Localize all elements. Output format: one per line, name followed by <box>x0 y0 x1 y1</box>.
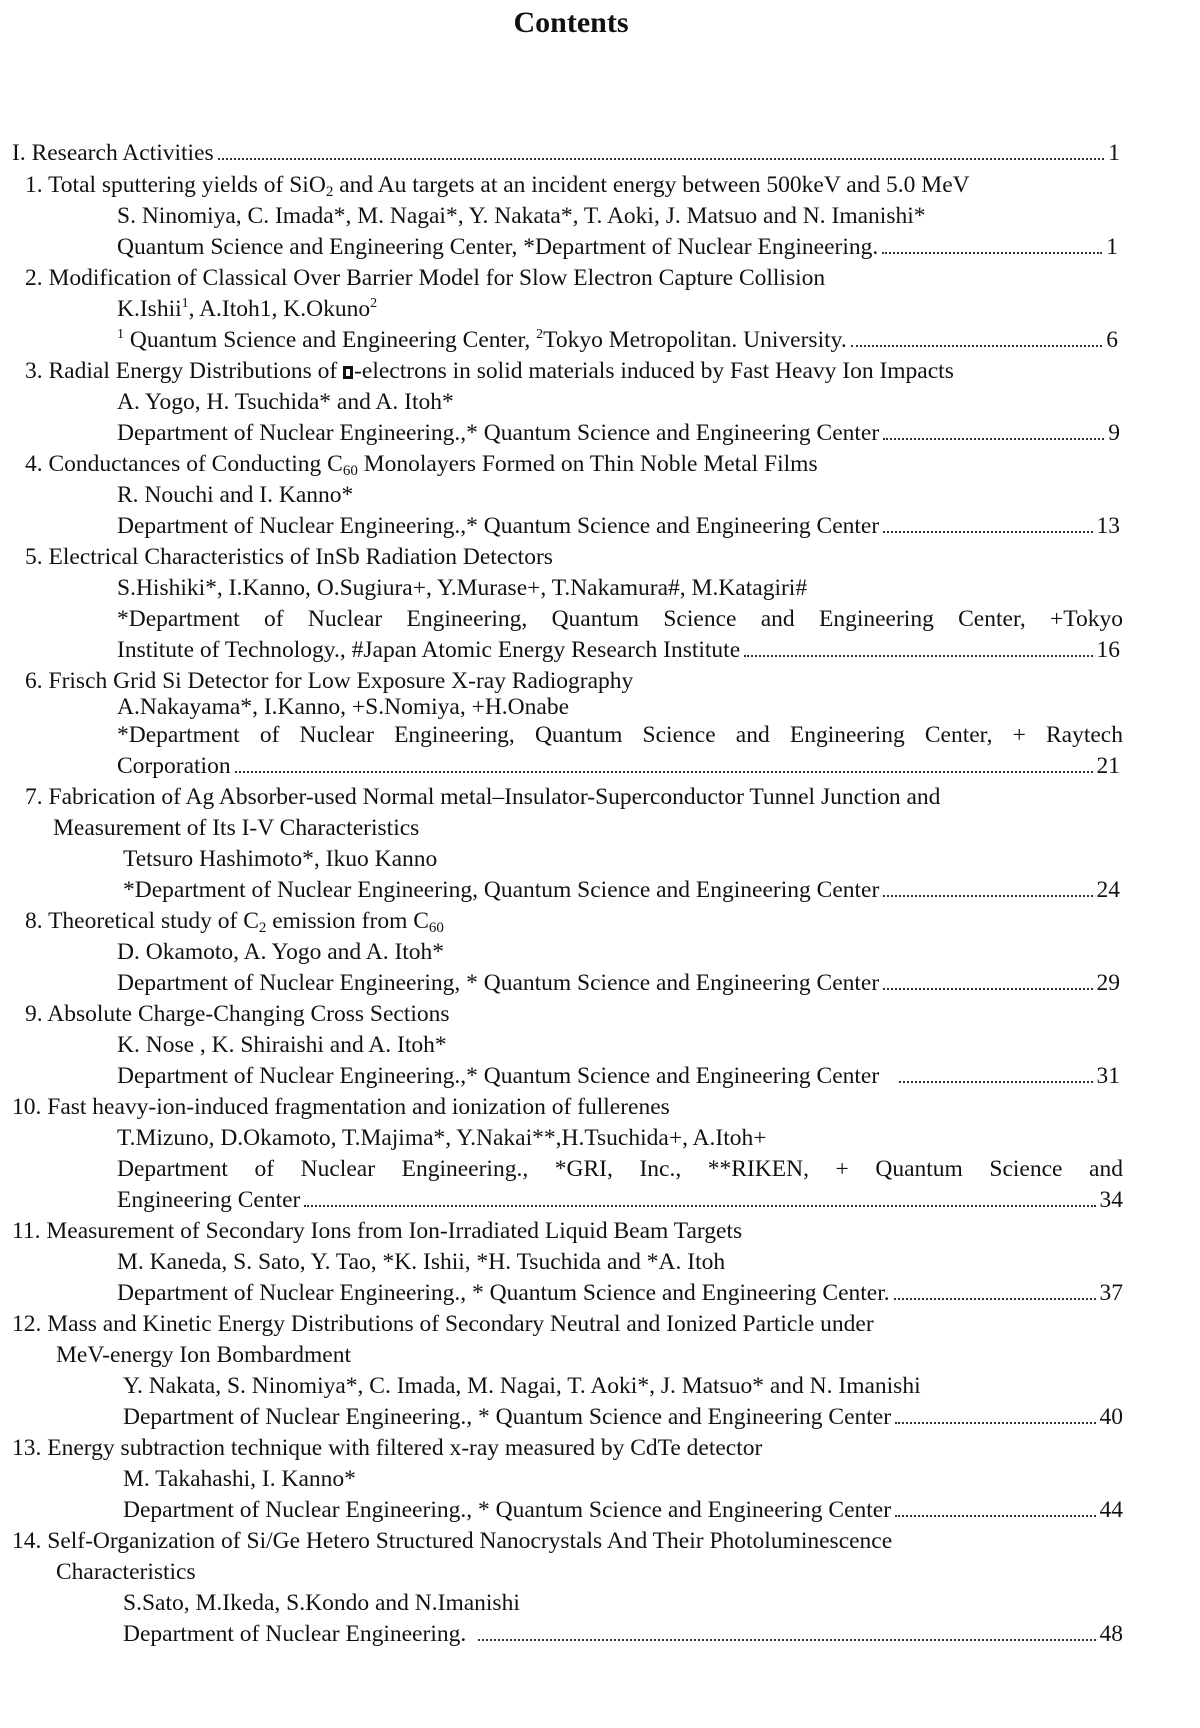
entry-affiliation: Engineering Center <box>117 1187 301 1213</box>
entry-affiliation-row <box>117 751 1120 781</box>
page-title: Contents <box>513 6 629 39</box>
entry-affiliation: Department of Nuclear Engineering.,* Quantum Science and Engineering Center <box>117 513 880 539</box>
entry-affiliation-row <box>123 875 1120 905</box>
entry-title: 4. Conductances of Conducting $C_{60}$ Monolayers Formed on Thin Noble Metal Films <box>25 451 818 479</box>
entry-authors: A.Nakayama*, I.Kanno, +S.Nomiya, +H.Onabe <box>117 694 570 720</box>
entry-title: 2. Modification of Classical Over Barrier Model for Slow Electron Capture Collision <box>25 265 826 291</box>
entry-affiliation-row <box>117 1185 1123 1215</box>
entry-affiliation-row <box>123 1495 1123 1525</box>
entry-title-continued: MeV-energy Ion Bombardment <box>56 1342 352 1368</box>
entry-affiliation-row <box>117 635 1120 665</box>
dot-leader <box>478 1639 1095 1641</box>
entry-affiliation-row <box>117 1061 1120 1091</box>
page-number: 34 <box>1099 1187 1123 1213</box>
entry-affiliation: Department of Nuclear Engineering, * Quantum Science and Engineering Center <box>117 970 880 996</box>
entry-affiliation: Department of Nuclear Engineering.,* Quantum Science and Engineering Center <box>117 420 880 446</box>
entry-authors: Tetsuro Hashimoto*, Ikuo Kanno <box>123 846 438 872</box>
entry-authors: M. Takahashi, I. Kanno* <box>123 1466 356 1492</box>
entry-affiliation-row <box>123 1402 1123 1432</box>
dot-leader <box>883 895 1092 897</box>
dot-leader <box>218 158 1105 160</box>
entry-affiliation-row <box>117 511 1120 541</box>
page-number: 9 <box>1108 420 1120 446</box>
entry-affiliation: Department of Nuclear Engineering., * Quantum Science and Engineering Center <box>123 1497 892 1523</box>
entry-affiliation-row <box>123 1619 1123 1649</box>
page-number: 37 <box>1099 1280 1123 1306</box>
page-number: 16 <box>1096 637 1120 663</box>
page-number: 40 <box>1099 1404 1123 1430</box>
entry-affiliation: Department of Nuclear Engineering., * Quantum Science and Engineering Center. <box>117 1280 890 1306</box>
entry-authors: S.Sato, M.Ikeda, S.Kondo and N.Imanishi <box>123 1590 520 1616</box>
dot-leader <box>851 345 1103 347</box>
entry-authors: K. Nose , K. Shiraishi and A. Itoh* <box>117 1032 447 1058</box>
page-number: 21 <box>1096 753 1120 779</box>
entry-authors: K.Ishii$^1$, A.Itoh1, K.Okuno$^2$ <box>117 296 378 322</box>
entry-affiliation: Quantum Science and Engineering Center, *Department of Nuclear Engineering. <box>117 234 879 260</box>
entry-affiliation-row <box>117 1278 1123 1308</box>
entry-title: 9. Absolute Charge-Changing Cross Sections <box>25 1001 450 1027</box>
dot-leader <box>304 1205 1095 1207</box>
entry-title: 11. Measurement of Secondary Ions from Ion-Irradiated Liquid Beam Targets <box>12 1218 743 1244</box>
page-number: 29 <box>1096 970 1120 996</box>
entry-authors: A. Yogo, H. Tsuchida* and A. Itoh* <box>117 389 454 415</box>
entry-affiliation: *Department of Nuclear Engineering, Quantum Science and Engineering Center, +Tokyo <box>117 606 1123 632</box>
section-label: I. Research Activities <box>12 140 214 166</box>
entry-title: 5. Electrical Characteristics of InSb Radiation Detectors <box>25 544 553 570</box>
entry-affiliation: Department of Nuclear Engineering., *GRI, Inc., **RIKEN, + Quantum Science and <box>117 1156 1123 1182</box>
dot-leader <box>899 1081 1092 1083</box>
toc-section-row <box>12 138 1120 168</box>
page-number: 1 <box>1108 140 1120 166</box>
entry-affiliation-row <box>117 232 1118 262</box>
entry-title: 12. Mass and Kinetic Energy Distributions of Secondary Neutral and Ionized Particle under <box>12 1311 874 1337</box>
entry-affiliation: Department of Nuclear Engineering. <box>123 1621 467 1647</box>
dot-leader <box>744 655 1092 657</box>
entry-title-continued: Characteristics <box>56 1559 196 1585</box>
delta-symbol-icon <box>343 366 353 379</box>
dot-leader <box>882 252 1102 254</box>
entry-affiliation: $^1$ Quantum Science and Engineering Center, $^2$Tokyo Metropolitan. University. <box>117 327 847 353</box>
entry-authors: D. Okamoto, A. Yogo and A. Itoh* <box>117 939 445 965</box>
entry-title: 1. Total sputtering yields of SiO$_2$ and Au targets at an incident energy between 500keV and 5.0 MeV <box>25 172 970 200</box>
entry-title: 13. Energy subtraction technique with filtered x-ray measured by CdTe detector <box>12 1435 763 1461</box>
entry-authors: M. Kaneda, S. Sato, Y. Tao, *K. Ishii, *H. Tsuchida and *A. Itoh <box>117 1249 726 1275</box>
entry-affiliation-row <box>117 968 1120 998</box>
dot-leader <box>883 988 1092 990</box>
entry-title: 3. Radial Energy Distributions of -electrons in solid materials induced by Fast Heavy Ion Impacts <box>25 358 954 384</box>
page-number: 31 <box>1096 1063 1120 1089</box>
entry-affiliation: Department of Nuclear Engineering., * Quantum Science and Engineering Center <box>123 1404 892 1430</box>
page-number: 48 <box>1099 1621 1123 1647</box>
dot-leader <box>235 771 1093 773</box>
entry-title: 14. Self-Organization of Si/Ge Hetero Structured Nanocrystals And Their Photoluminescence <box>12 1528 893 1554</box>
entry-title: 8. Theoretical study of $C_2$ emission from $C_{60}$ <box>25 908 444 936</box>
dot-leader <box>894 1298 1096 1300</box>
dot-leader <box>895 1515 1095 1517</box>
page-number: 24 <box>1096 877 1120 903</box>
entry-title: 10. Fast heavy-ion-induced fragmentation and ionization of fullerenes <box>12 1094 670 1120</box>
entry-authors: S. Ninomiya, C. Imada*, M. Nagai*, Y. Nakata*, T. Aoki, J. Matsuo and N. Imanishi* <box>117 203 926 229</box>
dot-leader <box>883 531 1092 533</box>
dot-leader <box>883 438 1104 440</box>
entry-authors: R. Nouchi and I. Kanno* <box>117 482 354 508</box>
entry-title: 6. Frisch Grid Si Detector for Low Exposure X-ray Radiography <box>25 668 634 694</box>
entry-affiliation: Department of Nuclear Engineering.,* Quantum Science and Engineering Center <box>117 1063 880 1089</box>
entry-affiliation-row <box>117 418 1120 448</box>
entry-affiliation: Corporation <box>117 753 231 779</box>
entry-authors: Y. Nakata, S. Ninomiya*, C. Imada, M. Nagai, T. Aoki*, J. Matsuo* and N. Imanishi <box>123 1373 921 1399</box>
entry-title: 7. Fabrication of Ag Absorber-used Normal metal–Insulator-Superconductor Tunnel Junction and <box>25 784 941 810</box>
dot-leader <box>895 1422 1095 1424</box>
page-number: 1 <box>1106 234 1118 260</box>
page-number: 6 <box>1106 327 1118 353</box>
entry-affiliation: *Department of Nuclear Engineering, Quantum Science and Engineering Center, + Raytech <box>117 722 1123 748</box>
entry-affiliation: Institute of Technology., #Japan Atomic Energy Research Institute <box>117 637 741 663</box>
entry-authors: T.Mizuno, D.Okamoto, T.Majima*, Y.Nakai**,H.Tsuchida+, A.Itoh+ <box>117 1125 767 1151</box>
entry-authors: S.Hishiki*, I.Kanno, O.Sugiura+, Y.Murase+, T.Nakamura#, M.Katagiri# <box>117 575 808 601</box>
entry-affiliation: *Department of Nuclear Engineering, Quantum Science and Engineering Center <box>123 877 880 903</box>
entry-affiliation-row <box>117 325 1118 355</box>
entry-title-continued: Measurement of Its I-V Characteristics <box>53 815 420 841</box>
page-number: 44 <box>1099 1497 1123 1523</box>
page-number: 13 <box>1096 513 1120 539</box>
